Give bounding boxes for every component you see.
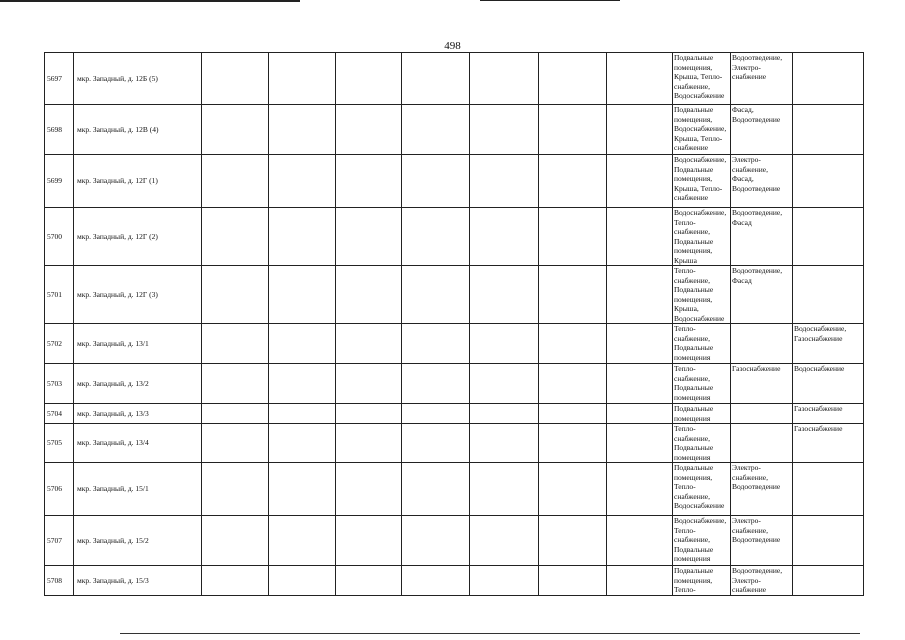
row-address: мкр. Западный, д. 13/2 [74, 364, 202, 404]
empty-cell [402, 404, 470, 424]
row-address: мкр. Западный, д. 13/4 [74, 424, 202, 463]
empty-cell [539, 105, 607, 155]
empty-cell [470, 566, 539, 596]
empty-cell [336, 364, 402, 404]
works-column-3: Водоснабжение [793, 364, 864, 404]
works-column-2: Водоотведение, Фасад [731, 208, 793, 266]
empty-cell [402, 516, 470, 566]
row-address: мкр. Западный, д. 13/3 [74, 404, 202, 424]
empty-cell [202, 463, 269, 516]
empty-cell [202, 364, 269, 404]
empty-cell [402, 364, 470, 404]
empty-cell [269, 155, 336, 208]
works-column-2 [731, 404, 793, 424]
empty-cell [470, 105, 539, 155]
table-row [45, 155, 864, 208]
empty-cell [607, 516, 673, 566]
works-column-3: Водоснабжение, Газоснабжение [793, 324, 864, 364]
scan-top-line [0, 0, 300, 2]
row-number: 5706 [45, 463, 74, 516]
works-column-1: Водоснабжение, Подвальные помещения, Крыша, Тепло-снабжение [673, 155, 731, 208]
empty-cell [269, 324, 336, 364]
empty-cell [607, 266, 673, 324]
works-column-1: Подвальные помещения [673, 404, 731, 424]
works-column-3: Газоснабжение [793, 424, 864, 463]
row-number: 5697 [45, 53, 74, 105]
works-column-3: Газоснабжение [793, 404, 864, 424]
table-row [45, 404, 864, 424]
empty-cell [269, 105, 336, 155]
empty-cell [470, 516, 539, 566]
empty-cell [402, 266, 470, 324]
empty-cell [336, 208, 402, 266]
empty-cell [402, 424, 470, 463]
empty-cell [402, 324, 470, 364]
row-address: мкр. Западный, д. 15/1 [74, 463, 202, 516]
works-column-2: Газоснабжение [731, 364, 793, 404]
empty-cell [402, 463, 470, 516]
works-column-1: Тепло-снабжение, Подвальные помещения [673, 364, 731, 404]
row-address: мкр. Западный, д. 15/3 [74, 566, 202, 596]
empty-cell [202, 324, 269, 364]
empty-cell [539, 404, 607, 424]
works-column-2: Фасад, Водоотведение [731, 105, 793, 155]
empty-cell [269, 404, 336, 424]
empty-cell [402, 208, 470, 266]
empty-cell [202, 424, 269, 463]
empty-cell [269, 364, 336, 404]
works-column-1: Водоснабжение, Тепло-снабжение, Подвальные помещения [673, 516, 731, 566]
empty-cell [539, 516, 607, 566]
works-column-2: Электро-снабжение, Водоотведение [731, 463, 793, 516]
empty-cell [470, 404, 539, 424]
table-row [45, 516, 864, 566]
empty-cell [336, 566, 402, 596]
empty-cell [539, 155, 607, 208]
empty-cell [539, 463, 607, 516]
empty-cell [470, 155, 539, 208]
empty-cell [607, 424, 673, 463]
scan-top-line-right [480, 0, 620, 1]
empty-cell [336, 516, 402, 566]
empty-cell [202, 516, 269, 566]
empty-cell [470, 364, 539, 404]
empty-cell [607, 155, 673, 208]
empty-cell [202, 404, 269, 424]
register-table [44, 52, 864, 596]
empty-cell [607, 53, 673, 105]
empty-cell [269, 566, 336, 596]
empty-cell [539, 53, 607, 105]
empty-cell [336, 105, 402, 155]
empty-cell [470, 53, 539, 105]
works-column-1: Подвальные помещения, Тепло-снабжение, Водоснабжение [673, 463, 731, 516]
empty-cell [539, 208, 607, 266]
row-number: 5699 [45, 155, 74, 208]
works-column-1: Водоснабжение, Тепло-снабжение, Подвальные помещения, Крыша [673, 208, 731, 266]
table-row [45, 364, 864, 404]
page-number: 498 [444, 40, 461, 52]
row-number: 5703 [45, 364, 74, 404]
empty-cell [269, 208, 336, 266]
row-address: мкр. Западный, д. 13/1 [74, 324, 202, 364]
table-row [45, 266, 864, 324]
works-column-1: Подвальные помещения, Тепло- [673, 566, 731, 596]
row-number: 5704 [45, 404, 74, 424]
works-column-1: Тепло-снабжение, Подвальные помещения [673, 424, 731, 463]
empty-cell [336, 404, 402, 424]
empty-cell [336, 324, 402, 364]
works-column-3 [793, 266, 864, 324]
empty-cell [607, 566, 673, 596]
works-column-2: Электро-снабжение, Фасад, Водоотведение [731, 155, 793, 208]
works-column-1: Тепло-снабжение, Подвальные помещения, Крыша, Водоснабжение [673, 266, 731, 324]
table-row [45, 424, 864, 463]
empty-cell [539, 324, 607, 364]
works-column-2 [731, 324, 793, 364]
empty-cell [607, 208, 673, 266]
row-number: 5705 [45, 424, 74, 463]
empty-cell [402, 566, 470, 596]
works-column-3 [793, 463, 864, 516]
table-row [45, 53, 864, 105]
works-column-3 [793, 105, 864, 155]
row-number: 5701 [45, 266, 74, 324]
row-number: 5707 [45, 516, 74, 566]
works-column-3 [793, 516, 864, 566]
empty-cell [202, 105, 269, 155]
empty-cell [336, 155, 402, 208]
scan-bottom-line [120, 633, 860, 634]
empty-cell [202, 53, 269, 105]
empty-cell [269, 266, 336, 324]
empty-cell [402, 155, 470, 208]
table-row [45, 566, 864, 596]
empty-cell [336, 463, 402, 516]
empty-cell [607, 404, 673, 424]
empty-cell [402, 53, 470, 105]
works-column-3 [793, 566, 864, 596]
empty-cell [539, 364, 607, 404]
row-address: мкр. Западный, д. 12Г (1) [74, 155, 202, 208]
row-number: 5700 [45, 208, 74, 266]
empty-cell [336, 424, 402, 463]
empty-cell [470, 324, 539, 364]
empty-cell [402, 105, 470, 155]
empty-cell [269, 53, 336, 105]
works-column-3 [793, 155, 864, 208]
works-column-3 [793, 53, 864, 105]
empty-cell [607, 105, 673, 155]
works-column-1: Подвальные помещения, Водоснабжение, Крыша, Тепло-снабжение [673, 105, 731, 155]
empty-cell [607, 463, 673, 516]
table-row [45, 208, 864, 266]
row-address: мкр. Западный, д. 12Б (5) [74, 53, 202, 105]
works-column-1: Тепло-снабжение, Подвальные помещения [673, 324, 731, 364]
empty-cell [202, 208, 269, 266]
works-column-2: Электро-снабжение, Водоотведение [731, 516, 793, 566]
table-row [45, 463, 864, 516]
row-address: мкр. Западный, д. 15/2 [74, 516, 202, 566]
empty-cell [470, 424, 539, 463]
row-address: мкр. Западный, д. 12Г (2) [74, 208, 202, 266]
row-number: 5698 [45, 105, 74, 155]
table-row [45, 324, 864, 364]
empty-cell [470, 266, 539, 324]
empty-cell [269, 424, 336, 463]
row-number: 5702 [45, 324, 74, 364]
empty-cell [202, 566, 269, 596]
works-column-2: Водоотведение, Фасад [731, 266, 793, 324]
empty-cell [470, 463, 539, 516]
works-column-2: Водоотведение, Электро-снабжение [731, 53, 793, 105]
row-address: мкр. Западный, д. 12В (4) [74, 105, 202, 155]
empty-cell [539, 266, 607, 324]
works-column-1: Подвальные помещения, Крыша, Тепло-снабжение, Водоснабжение [673, 53, 731, 105]
empty-cell [607, 324, 673, 364]
works-column-2 [731, 424, 793, 463]
row-address: мкр. Западный, д. 12Г (3) [74, 266, 202, 324]
empty-cell [269, 463, 336, 516]
empty-cell [269, 516, 336, 566]
works-column-3 [793, 208, 864, 266]
empty-cell [470, 208, 539, 266]
empty-cell [539, 566, 607, 596]
works-column-2: Водоотведение, Электро-снабжение [731, 566, 793, 596]
empty-cell [539, 424, 607, 463]
empty-cell [202, 266, 269, 324]
empty-cell [202, 155, 269, 208]
empty-cell [607, 364, 673, 404]
empty-cell [336, 266, 402, 324]
table-row [45, 105, 864, 155]
empty-cell [336, 53, 402, 105]
row-number: 5708 [45, 566, 74, 596]
